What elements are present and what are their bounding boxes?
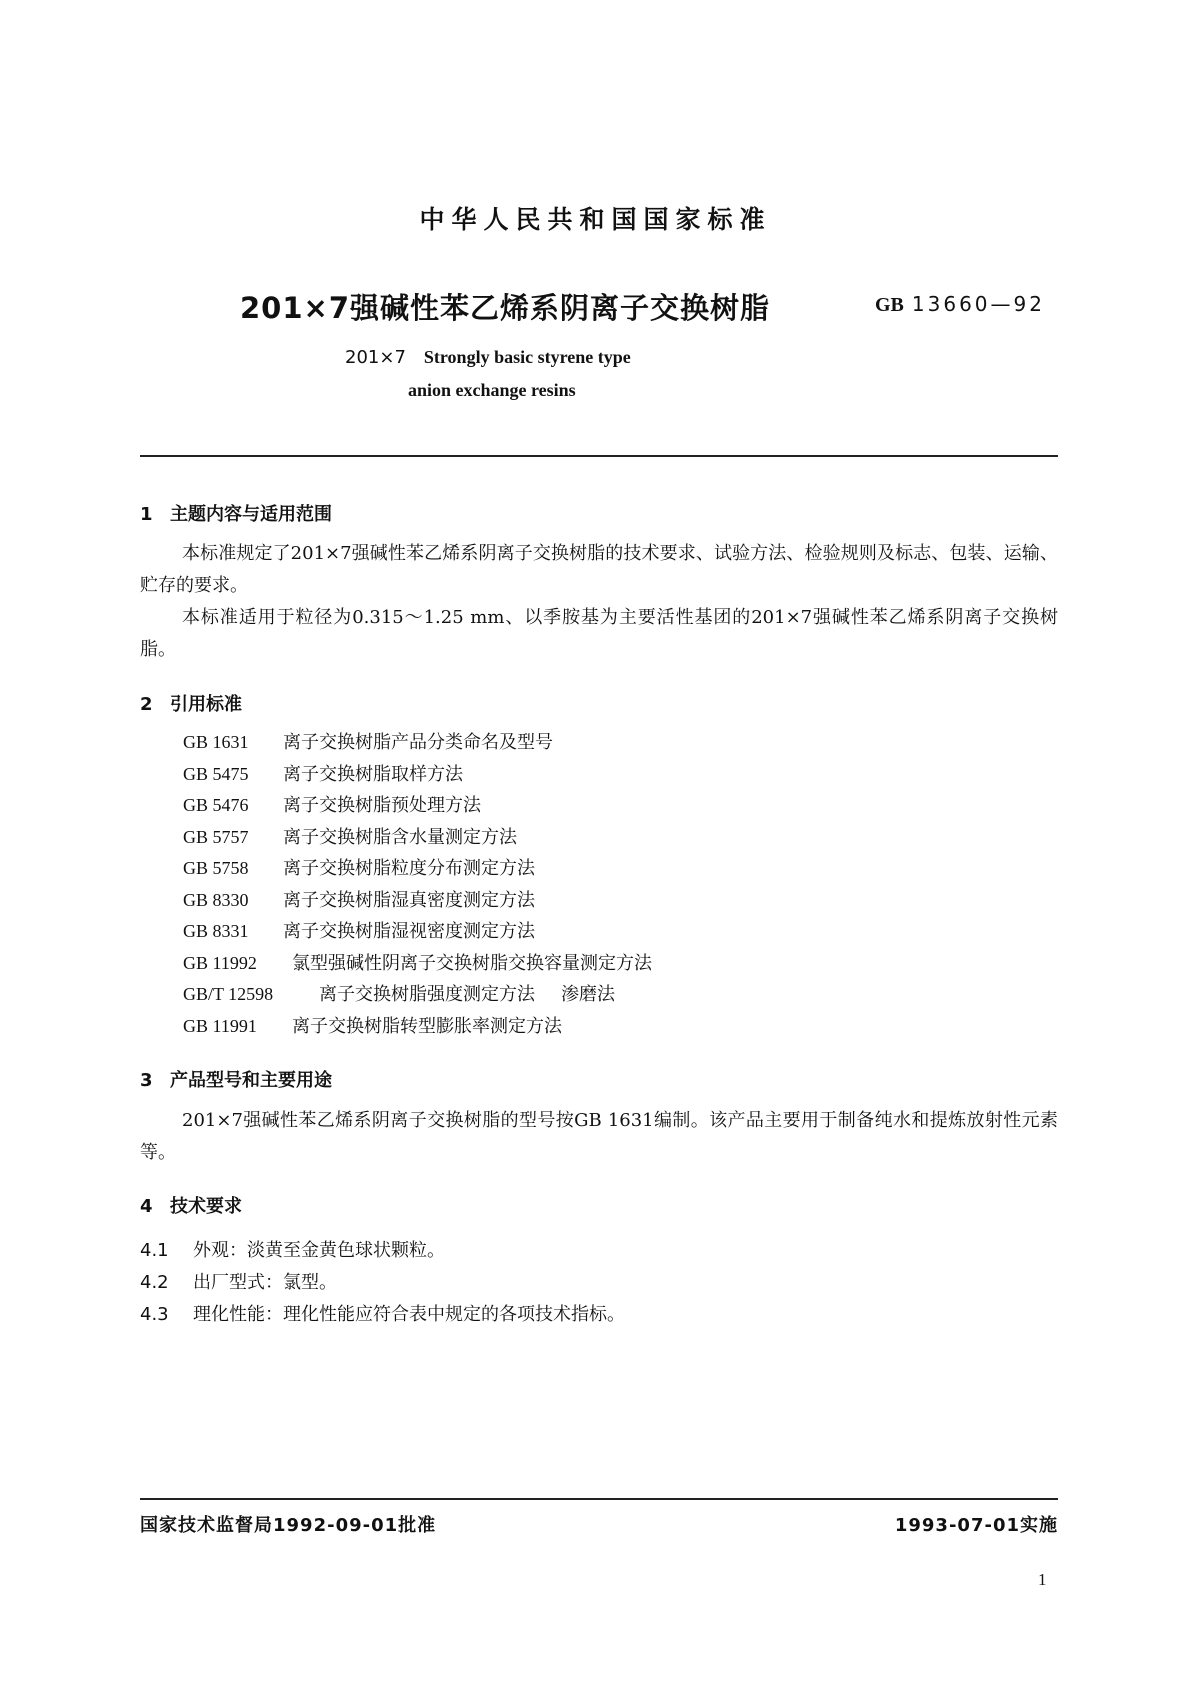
reference-row (183, 916, 652, 948)
reference-name: 离子交换树脂取样方法 (283, 763, 463, 785)
english-title-text: Strongly basic styrene type (423, 347, 631, 367)
implementation-date: 1993-07-01实施 (894, 1515, 1058, 1536)
standard-prefix: GB (875, 294, 904, 316)
reference-name: 离子交换树脂产品分类命名及型号 (283, 732, 553, 753)
reference-row (183, 853, 652, 885)
reference-code: GB 8331 (183, 921, 249, 941)
referenced-standards-list (183, 727, 652, 1042)
document-title: 201×7强碱性苯乙烯系阴离子交换树脂 (240, 291, 771, 325)
reference-code: GB 5758 (183, 858, 249, 878)
english-title-line1 (345, 347, 631, 368)
header-divider (140, 455, 1058, 457)
reference-name: 氯型强碱性阴离子交换树脂交换容量测定方法 (292, 952, 652, 974)
section-title: 主题内容与适用范围 (170, 504, 332, 525)
english-title-line2: anion exchange resins (408, 380, 576, 400)
reference-name: 离子交换树脂强度测定方法 (319, 984, 535, 1005)
standard-code: 13660—92 (911, 292, 1045, 316)
section-1-heading (140, 500, 332, 526)
section-number: 2 (140, 694, 153, 715)
reference-row (183, 822, 652, 854)
standard-number (875, 292, 1045, 317)
reference-name: 离子交换树脂湿视密度测定方法 (283, 921, 535, 942)
section-title: 引用标准 (170, 694, 242, 715)
section-title: 技术要求 (170, 1196, 242, 1217)
page-number: 1 (1038, 1570, 1047, 1589)
reference-code: GB 5475 (183, 763, 249, 784)
reference-code: GB 5476 (183, 795, 249, 815)
reference-name: 离子交换树脂预处理方法 (283, 795, 481, 816)
section-3-paragraph: 201×7强碱性苯乙烯系阴离子交换树脂的型号按GB 1631编制。该产品主要用于制备纯水和提炼放射性元素等。 (140, 1110, 1058, 1163)
standard-title: 中华人民共和国国家标准 (419, 205, 772, 234)
requirement-number: 4.3 (140, 1304, 169, 1325)
section-number: 1 (140, 504, 153, 525)
approval-date: 国家技术监督局1992-09-01批准 (140, 1515, 437, 1536)
reference-method: 渗磨法 (561, 984, 615, 1005)
footer-divider (140, 1498, 1058, 1500)
english-title-prefix: 201×7 (345, 347, 406, 368)
reference-code: GB 5757 (183, 826, 249, 847)
requirement-text: 出厂型式：氯型。 (193, 1272, 337, 1293)
reference-row (183, 948, 652, 980)
reference-row (183, 885, 652, 917)
section-number: 4 (140, 1196, 153, 1217)
section-number: 3 (140, 1070, 153, 1091)
section-1-paragraph-1: 本标准规定了201×7强碱性苯乙烯系阴离子交换树脂的技术要求、试验方法、检验规则及标志、包装、运输、贮存的要求。 (140, 543, 1058, 596)
requirement-item (140, 1268, 337, 1294)
section-4-heading (140, 1192, 242, 1218)
reference-name: 离子交换树脂转型膨胀率测定方法 (292, 1015, 562, 1037)
reference-code: GB/T 12598 (183, 984, 274, 1004)
requirement-text: 外观：淡黄至金黄色球状颗粒。 (193, 1240, 445, 1261)
section-title: 产品型号和主要用途 (170, 1070, 332, 1091)
requirement-number: 4.2 (140, 1272, 169, 1293)
reference-name: 离子交换树脂含水量测定方法 (283, 826, 517, 848)
requirement-item (140, 1236, 445, 1262)
reference-code: GB 1631 (183, 732, 249, 752)
reference-row (183, 979, 652, 1011)
section-3-heading (140, 1066, 332, 1092)
section-2-heading (140, 690, 242, 716)
reference-code: GB 11991 (183, 1015, 257, 1036)
reference-code: GB 11992 (183, 952, 257, 973)
section-1-paragraph-2: 本标准适用于粒径为0.315～1.25 mm、以季胺基为主要活性基团的201×7强碱性苯乙烯系阴离子交换树脂。 (140, 607, 1058, 660)
reference-name: 离子交换树脂粒度分布测定方法 (283, 858, 535, 879)
reference-row (183, 727, 652, 759)
requirement-item (140, 1300, 625, 1326)
reference-name: 离子交换树脂湿真密度测定方法 (283, 889, 535, 911)
reference-code: GB 8330 (183, 889, 249, 910)
reference-row (183, 790, 652, 822)
reference-row (183, 1011, 652, 1043)
requirement-number: 4.1 (140, 1240, 169, 1261)
reference-row (183, 759, 652, 791)
requirement-text: 理化性能：理化性能应符合表中规定的各项技术指标。 (193, 1304, 625, 1325)
